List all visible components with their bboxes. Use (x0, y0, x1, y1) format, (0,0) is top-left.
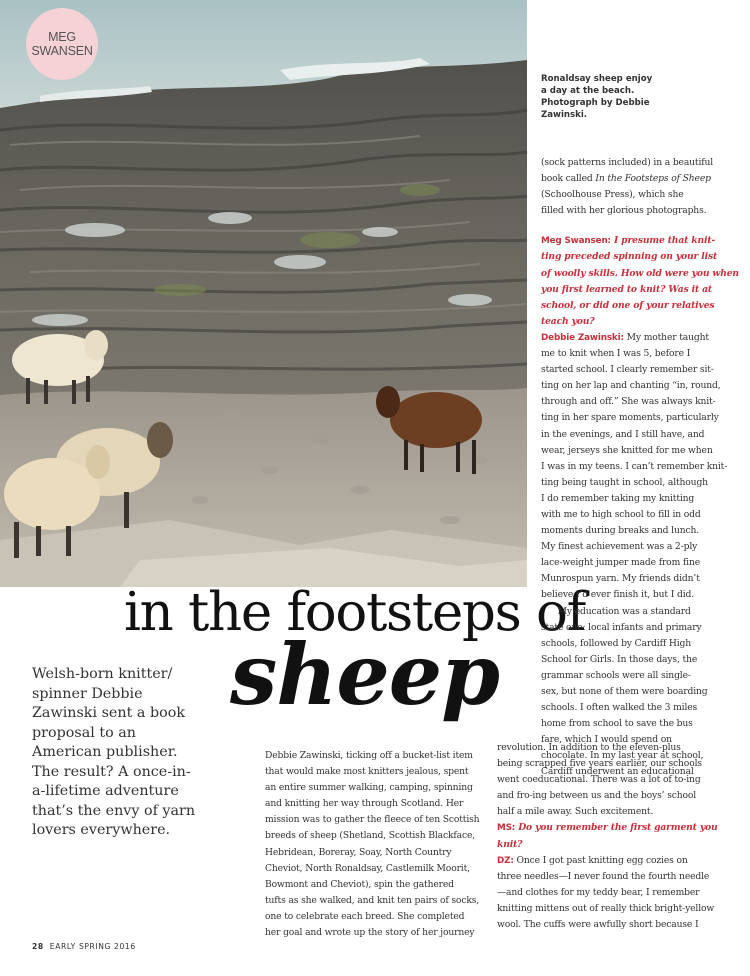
speaker-label: MS: (497, 823, 516, 834)
body-line: that would make most knitters jealous, spent (265, 766, 469, 778)
caption-line: Ronaldsay sheep enjoy (541, 74, 653, 84)
caption-line: a day at the beach. (541, 86, 635, 96)
answer-line: lace-weight jumper made from fine (541, 557, 700, 569)
sheep-photo (0, 0, 527, 587)
deck-line: that’s the envy of yarn (32, 802, 196, 819)
photo-caption (541, 73, 711, 121)
answer-line: and fro-ing between us and the boys’ school (497, 790, 697, 802)
caption-line: Photograph by Debbie (541, 98, 650, 108)
body-column-2 (541, 155, 739, 781)
article-deck (32, 665, 208, 841)
answer-line: wear, jerseys she knitted for me when (541, 444, 713, 456)
body-line: Bowmont and Cheviot), spin the gathered (265, 878, 454, 890)
answer-line: being scrapped five years earlier, our schools (497, 758, 702, 770)
question-line: school, or did one of your relatives (541, 299, 715, 311)
body-line: her goal and wrote up the story of her journey (265, 927, 475, 939)
speaker-label: Debbie Zawinski: (541, 332, 624, 343)
answer-line: chocolate. In my last year at school, (541, 750, 704, 762)
answer-line: through and off.” She was always knit- (541, 396, 716, 408)
body-line: tufts as she walked, and knit ten pairs of socks, (265, 894, 480, 906)
badge-line-2: SWANSEN (31, 44, 93, 58)
body-line: breeds of sheep (Shetland, Scottish Blackface, (265, 830, 476, 842)
headline-line-2: sheep (230, 625, 499, 724)
question-line: you first learned to knit? Was it at (541, 283, 713, 295)
answer-line: me to knit when I was 5, before I (541, 348, 691, 360)
answer-line: moments during breaks and lunch. (541, 525, 700, 537)
caption-line: Zawinski. (541, 110, 588, 120)
answer-line: wool. The cuffs were awfully short because I (497, 919, 699, 931)
author-badge (26, 8, 98, 80)
body-line: filled with her glorious photographs. (541, 205, 707, 217)
answer-line: state one: local infants and primary (541, 621, 702, 633)
page-footer (32, 942, 136, 951)
issue-label: EARLY SPRING 2016 (49, 942, 136, 951)
answer-line: —and clothes for my teddy bear, I remember (497, 886, 700, 898)
body-line (541, 171, 719, 187)
answer-line: in the evenings, and I still have, and (541, 428, 705, 440)
answer-line: with me to high school to fill in odd (541, 508, 701, 520)
answer-text: Once I got past knitting egg cozies on (513, 854, 688, 866)
answer-line: believe I’d ever finish it, but I did. (541, 589, 695, 601)
deck-line: Welsh-born knitter/ (32, 666, 173, 682)
body-text: book called (541, 173, 596, 185)
answer-line (541, 330, 719, 346)
headline-line-1: in the footsteps of (124, 582, 585, 643)
answer-line: School for Girls. In those days, the (541, 653, 698, 665)
body-line: (sock patterns included) in a beautiful (541, 157, 714, 168)
book-title: In the Footsteps of Sheep (595, 173, 711, 185)
question-line (497, 820, 727, 836)
body-line: Hebridean, Boreray, Soay, North Country (265, 846, 452, 858)
answer-line: I was in my teens. I can’t remember knit- (541, 460, 728, 472)
body-line: Cheviot, North Ronaldsay, Castlemilk Moorit, (265, 862, 470, 874)
answer-text: My mother taught (623, 331, 709, 343)
answer-line: sex, but none of them were boarding (541, 686, 708, 697)
page-number: 28 (32, 942, 44, 951)
deck-line: lovers everywhere. (32, 822, 171, 838)
deck-line: American publisher. (32, 744, 178, 760)
speaker-label: Meg Swansen: (541, 236, 611, 247)
answer-line: fare, which I would spend on (541, 734, 672, 746)
answer-line: I do remember taking my knitting (541, 492, 695, 504)
answer-line: Munrospun yarn. My friends didn’t (541, 573, 700, 585)
answer-line: started school. I clearly remember sit- (541, 364, 714, 376)
answer-line: home from school to save the bus (541, 718, 693, 730)
answer-line: went coeducational. There was a lot of to-ing (497, 774, 701, 786)
question-text: Do you remember the first garment you (515, 822, 718, 834)
answer-line: revolution. In addition to the eleven-plus (497, 742, 681, 753)
body-line: Debbie Zawinski, ticking off a bucket-list item (265, 750, 473, 761)
question-line: knit? (497, 838, 523, 850)
question-line (541, 233, 719, 249)
answer-line: three needles—I never found the fourth needle (497, 870, 710, 882)
question-text: I presume that knit- (610, 235, 716, 247)
deck-line: a-lifetime adventure (32, 783, 179, 799)
question-line: of woolly skills. How old were you when (541, 267, 739, 279)
question-line: ting preceded spinning on your list (541, 251, 718, 263)
question-line: teach you? (541, 315, 595, 327)
answer-line: My education was a standard (541, 605, 691, 617)
deck-line: proposal to an (32, 724, 136, 741)
sheep-on-rocky-beach-image (0, 0, 527, 587)
answer-line: schools. I often walked the 3 miles (541, 702, 698, 714)
answer-line: ting in her spare moments, particularly (541, 412, 719, 424)
deck-line: The result? A once-in- (32, 763, 191, 780)
deck-line: spinner Debbie (32, 685, 143, 702)
body-line: an entire summer walking, camping, spinning (265, 782, 473, 794)
answer-line: grammar schools were all single- (541, 669, 691, 681)
answer-line: ting being taught in school, although (541, 476, 708, 488)
body-column-1 (265, 748, 497, 941)
body-line: mission was to gather the fleece of ten Scottish (265, 814, 480, 826)
answer-line: schools, followed by Cardiff High (541, 637, 692, 649)
answer-line (497, 853, 727, 869)
body-line: and knitting her way through Scotland. Her (265, 798, 464, 810)
badge-line-1: MEG (48, 30, 76, 44)
body-line: one to celebrate each breed. She completed (265, 910, 465, 922)
answer-line: half a mile away. Such excitement. (497, 806, 654, 818)
body-line: (Schoolhouse Press), which she (541, 189, 684, 201)
body-column-3 (497, 740, 727, 933)
answer-line: My finest achievement was a 2-ply (541, 541, 698, 553)
answer-line: Cardiff underwent an educational (541, 766, 694, 778)
answer-line: ting on her lap and chanting “in, round, (541, 380, 721, 392)
speaker-label: DZ: (497, 855, 514, 866)
deck-line: Zawinski sent a book (32, 705, 185, 721)
answer-line: knitting mittens out of really thick bright-yellow (497, 902, 715, 914)
